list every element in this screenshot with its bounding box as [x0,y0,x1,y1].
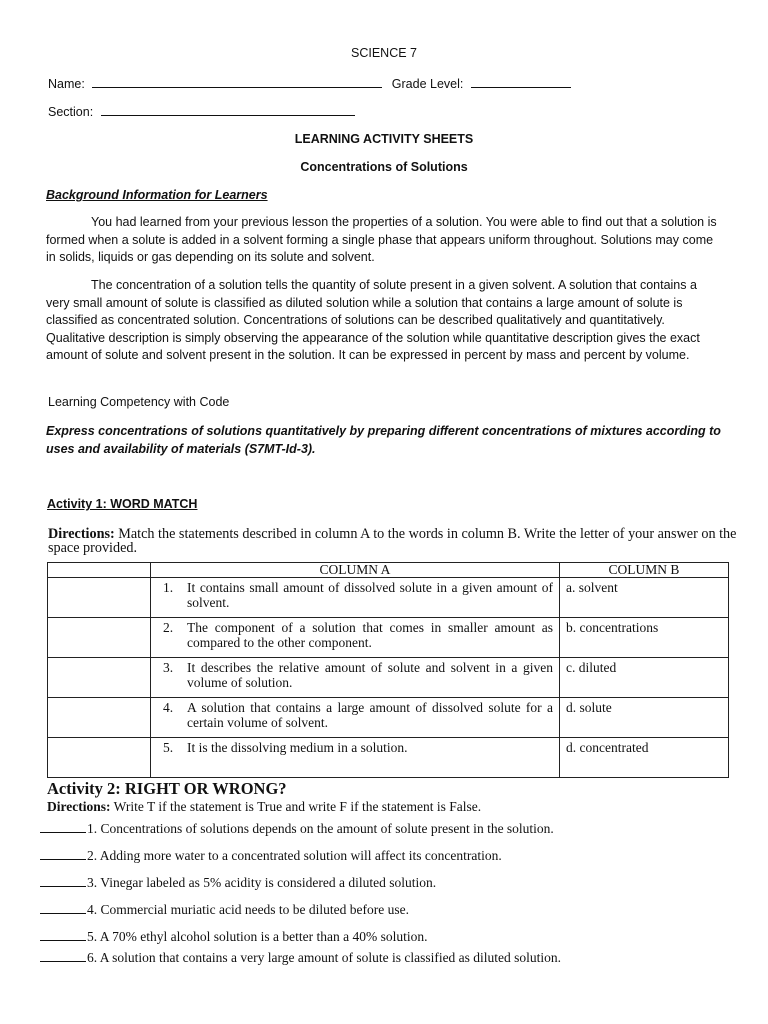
statement-text: It contains small amount of dissolved solute in a given amount of solvent. [187,580,553,610]
section-row [48,104,355,119]
word-match-table [47,562,729,778]
grade-label: Grade Level: [391,77,464,91]
tf-item [40,902,740,918]
tf-item [40,929,740,945]
column-b-header: COLUMN B [560,563,729,578]
item-number: 2. [163,620,174,635]
choice-word: a. solvent [566,580,618,595]
choice-word: c. diluted [566,660,617,675]
answer-cell[interactable] [48,618,151,658]
directions-text: Match the statements described in column A to the words in column B. Write the letter of your answer on the space provided. [48,526,737,556]
tf-item [40,875,740,891]
activity1-title: Activity 1: WORD MATCH [47,497,198,511]
directions-text: Write T if the statement is True and write F if the statement is False. [113,799,482,814]
subject-title: SCIENCE 7 [351,46,417,60]
tf-item [40,950,740,966]
choice-word: b. concentrations [566,620,659,635]
directions-label: Directions: [48,526,115,542]
column-a-header: COLUMN A [151,563,560,578]
choice-word: d. concentrated [566,740,649,755]
section-blank[interactable] [101,104,355,116]
name-row [48,76,571,91]
answer-header [48,563,151,578]
name-blank[interactable] [92,76,382,88]
directions-label: Directions: [47,799,111,814]
tf-statement: 6. A solution that contains a very large amount of solute is classified as diluted solution. [87,950,562,965]
tf-statement: 5. A 70% ethyl alcohol solution is a better than a 40% solution. [87,929,428,944]
tf-statement: 3. Vinegar labeled as 5% acidity is considered a diluted solution. [87,875,437,890]
table-header-row [48,563,729,578]
competency-label: Learning Competency with Code [48,395,230,409]
table-row [48,698,729,738]
statement-text: A solution that contains a large amount of dissolved solute for a certain volume of solvent. [187,700,553,730]
table-row [48,738,729,778]
table-row [48,658,729,698]
paragraph-text: You had learned from your previous lesson the properties of a solution. You were able to find out that a solution is formed when a solute is added in a solvent forming a single phase that appears uniform throughout. Solutions may come in solids, liquids or gas depending on its solute and solvent. [46,215,717,264]
background-paragraph-2 [46,277,724,365]
choice-word: d. solute [566,700,612,715]
background-heading: Background Information for Learners [46,188,268,202]
section-label: Section: [48,105,94,119]
background-paragraph-1 [46,214,724,267]
activity2-title: Activity 2: RIGHT OR WRONG? [47,779,287,798]
answer-blank[interactable] [40,848,86,860]
name-label: Name: [48,77,85,91]
tf-statement: 2. Adding more water to a concentrated solution will affect its concentration. [87,848,502,863]
competency-text: Express concentrations of solutions quantitatively by preparing different concentrations of mixtures according to uses and availability of materials (S7MT-Id-3). [46,424,721,456]
activity2-directions [47,799,481,815]
topic-title: Concentrations of Solutions [300,160,468,174]
tf-statement: 1. Concentrations of solutions depends on the amount of solute present in the solution. [87,821,554,836]
answer-blank[interactable] [40,875,86,887]
item-number: 3. [163,660,174,675]
tf-item [40,821,740,837]
answer-cell[interactable] [48,658,151,698]
tf-statement: 4. Commercial muriatic acid needs to be diluted before use. [87,902,410,917]
statement-text: It is the dissolving medium in a solution. [187,740,408,755]
table-row [48,578,729,618]
statement-text: The component of a solution that comes in smaller amount as compared to the other component. [187,620,553,650]
table-row [48,618,729,658]
answer-blank[interactable] [40,950,86,962]
activity1-directions [48,527,738,555]
item-number: 1. [163,580,174,595]
item-number: 5. [163,740,174,755]
tf-item [40,848,740,864]
answer-cell[interactable] [48,738,151,778]
answer-blank[interactable] [40,929,86,941]
grade-blank[interactable] [471,76,571,88]
item-number: 4. [163,700,174,715]
answer-cell[interactable] [48,578,151,618]
statement-text: It describes the relative amount of solute and solvent in a given volume of solution. [187,660,553,690]
paragraph-text: The concentration of a solution tells the quantity of solute present in a given solvent. A solution that contains a very small amount of solute is classified as diluted solution while a solution that contains a large amount of solute is classified as concentrated solution. Concentrations of solutions can be described qualitatively and quantitatively. Qualitative description is simply observing the appearance of the solution while quantitative description gives the exact amount of solute and solvent present in the solution. It can be expressed in percent by mass and percent by volume. [46,278,700,362]
answer-blank[interactable] [40,902,86,914]
answer-cell[interactable] [48,698,151,738]
sheet-title: LEARNING ACTIVITY SHEETS [294,132,474,146]
answer-blank[interactable] [40,821,86,833]
